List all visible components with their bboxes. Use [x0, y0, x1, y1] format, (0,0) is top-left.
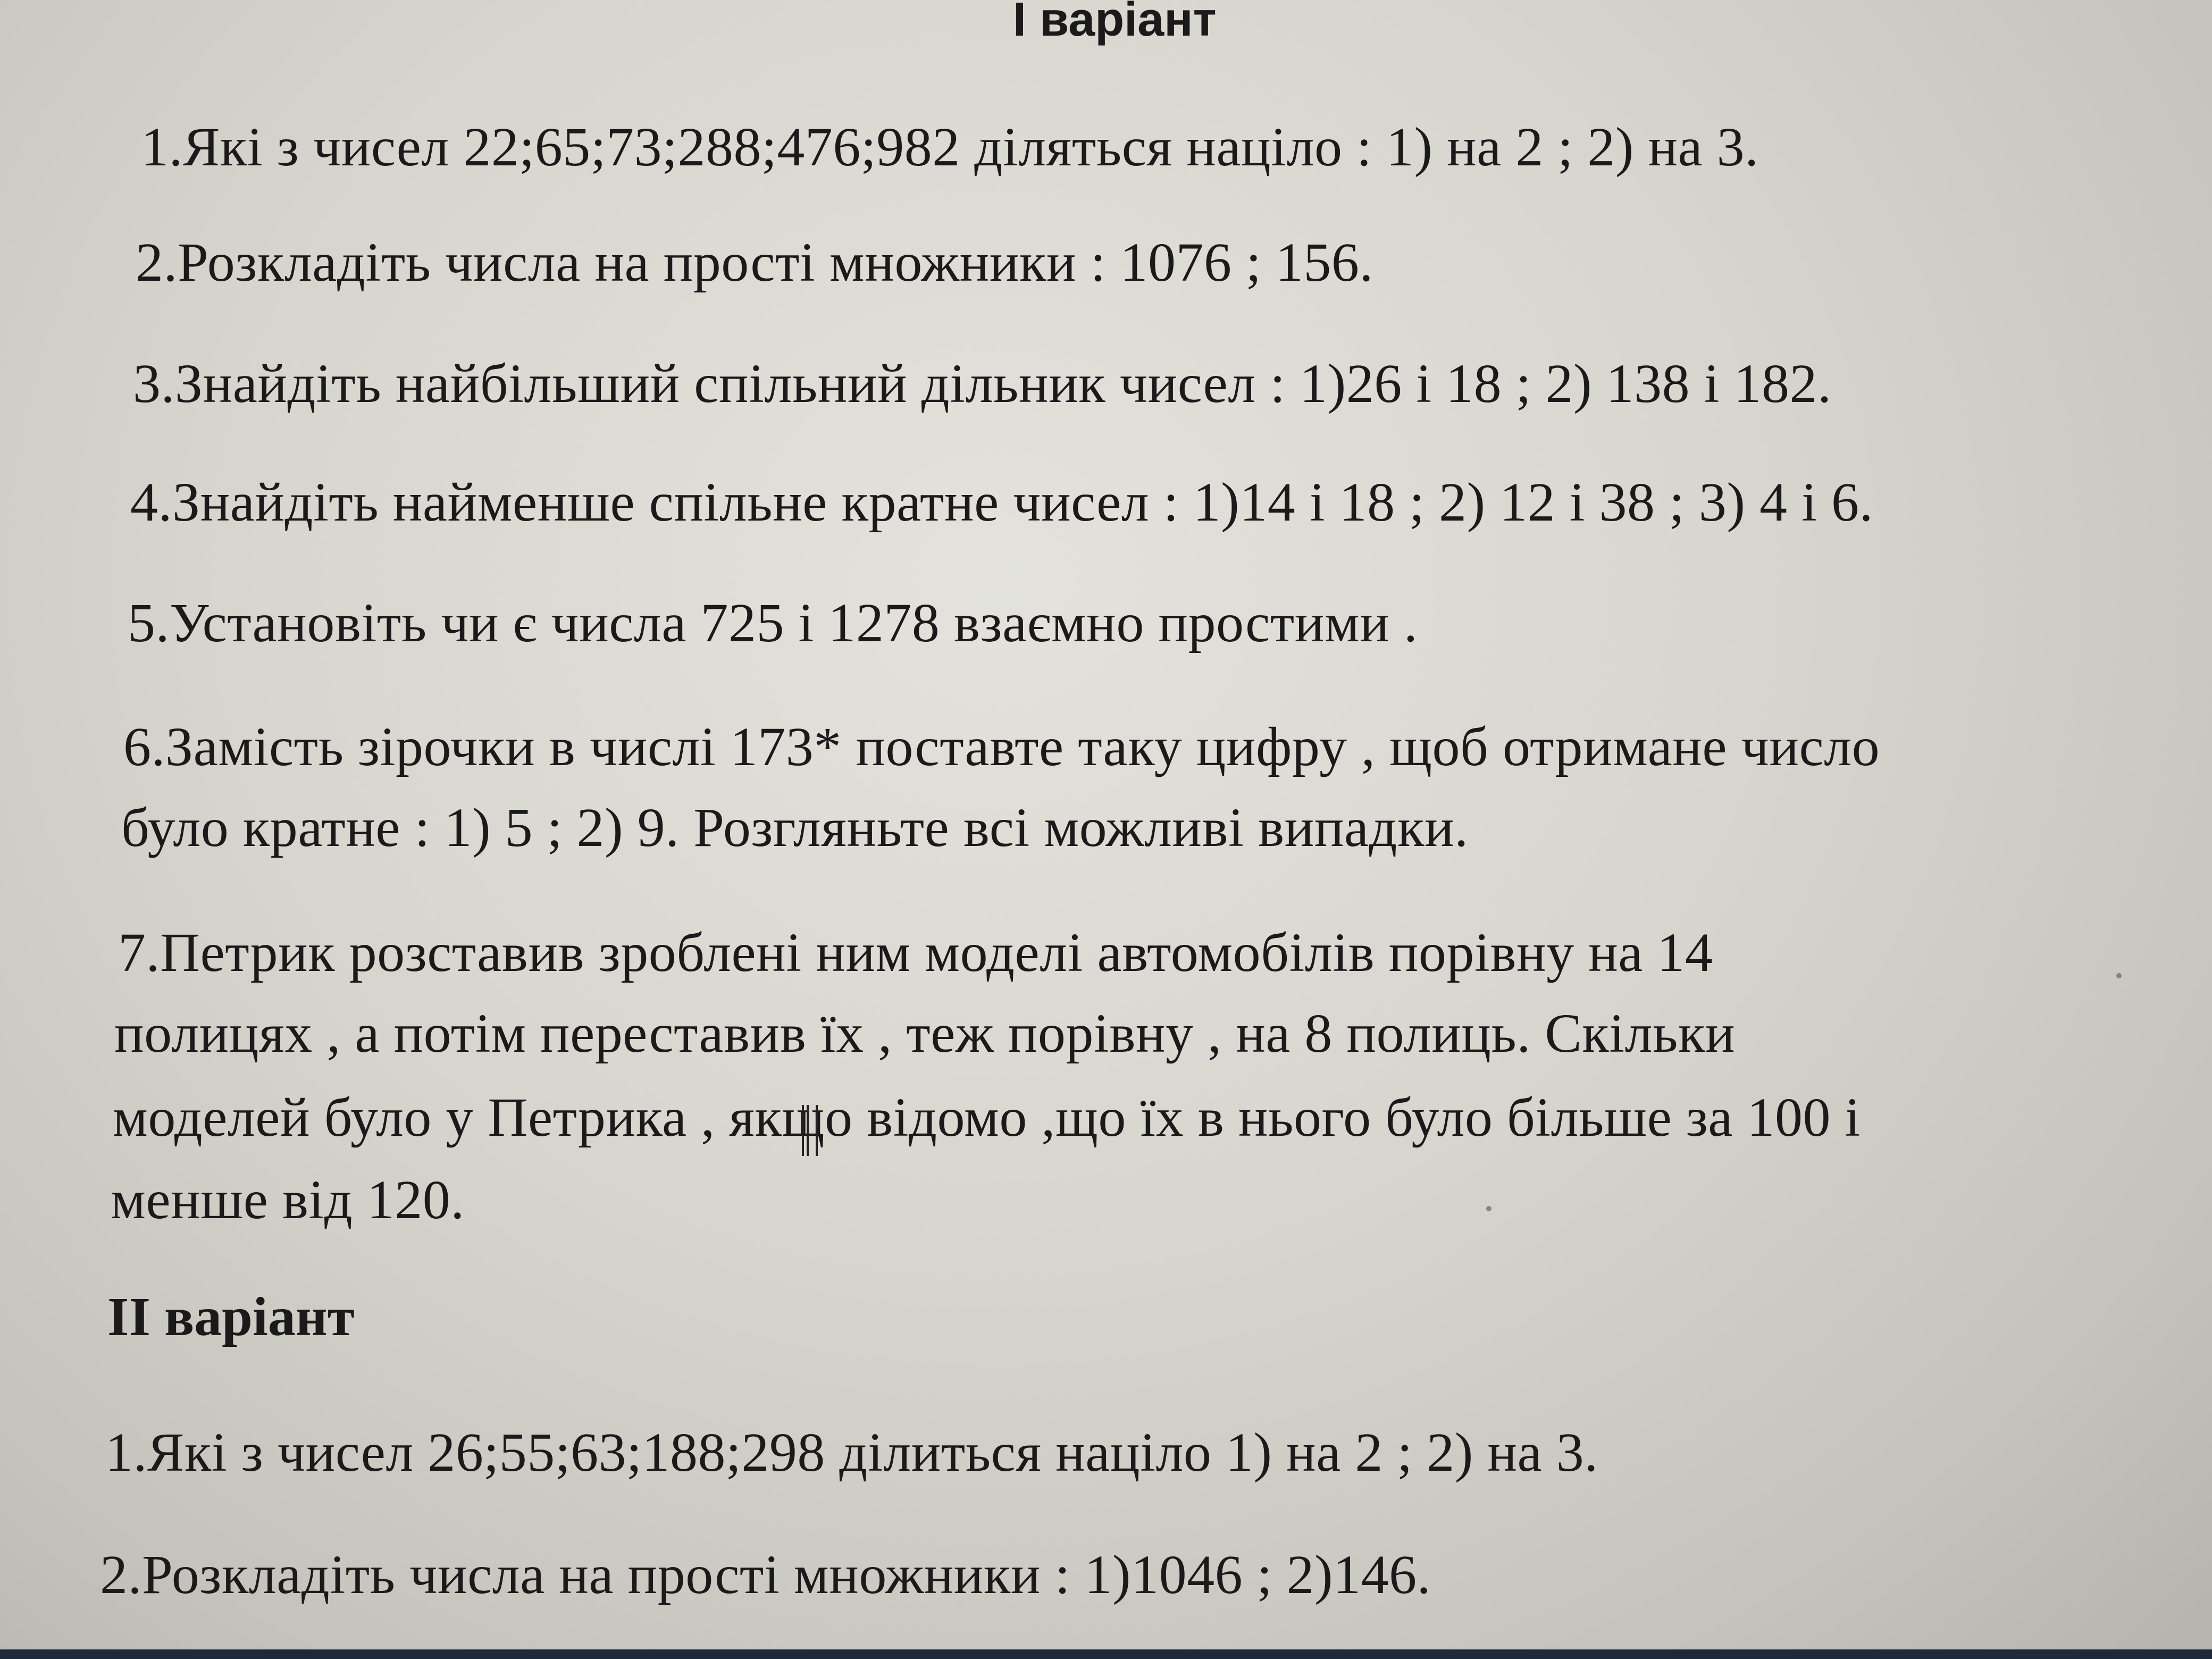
task-1-7-line-3: моделей було у Петрика , якщо відомо ,що їх в нього було більше за 100 і — [113, 1087, 1861, 1148]
task-2-1: 1.Які з чисел 26;55;63;188;298 ділиться націло 1) на 2 ; 2) на 3. — [105, 1422, 1598, 1483]
task-1-3: 3.Знайдіть найбільший спільний дільник чисел : 1)26 і 18 ; 2) 138 і 182. — [133, 353, 1832, 414]
task-1-4: 4.Знайдіть найменше спільне кратне чисел : 1)14 і 18 ; 2) 12 і 38 ; 3) 4 і 6. — [130, 472, 1873, 533]
dust-speck — [2116, 973, 2122, 978]
task-1-6-line-2: було кратне : 1) 5 ; 2) 9. Розгляньте всі можливі випадки. — [121, 797, 1469, 858]
task-2-2: 2.Розкладіть числа на прості множники : 1)1046 ; 2)146. — [100, 1544, 1431, 1605]
text-cursor-icon — [802, 1105, 818, 1156]
variant-2-heading: ІІ варіант — [107, 1286, 355, 1347]
task-1-7-line-4: менше від 120. — [111, 1169, 465, 1230]
task-1-6-line-1: 6.Замість зірочки в числі 173* поставте таку цифру , щоб отримане число — [123, 716, 1880, 777]
task-1-7-line-2: полицях , а потім переставив їх , теж порівну , на 8 полиць. Скільки — [114, 1003, 1736, 1064]
task-1-2: 2.Розкладіть числа на прості множники : 1076 ; 156. — [136, 232, 1373, 293]
task-1-7-line-1: 7.Петрик розставив зроблені ним моделі автомобілів порівну на 14 — [118, 922, 1713, 983]
screen-bottom-edge — [0, 1649, 2212, 1659]
dust-speck — [1486, 1206, 1492, 1211]
task-1-5: 5.Установіть чи є числа 725 і 1278 взаємно простими . — [128, 592, 1418, 653]
task-1-1: 1.Які з чисел 22;65;73;288;476;982 діляться націло : 1) на 2 ; 2) на 3. — [141, 116, 1759, 178]
variant-1-heading: І варіант — [1013, 0, 1217, 46]
